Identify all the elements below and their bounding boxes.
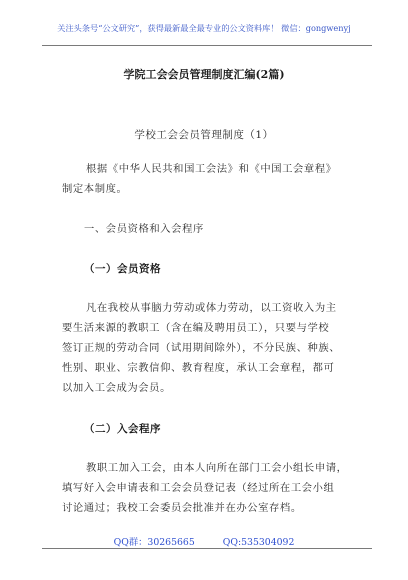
- qualification-line: 凡在我校从事脑力劳动或体力劳动，以工资收入为主: [86, 302, 337, 314]
- intro-line: 根据《中华人民共和国工会法》和《中国工会章程》: [86, 163, 337, 175]
- qualification-line: 性别、职业、宗教信仰、教育程度，承认工会章程，都可: [62, 362, 335, 374]
- heading-member-qualification: （一）会员资格: [84, 263, 161, 275]
- qualification-paragraph: [62, 298, 362, 398]
- heading-join-procedure: （二）入会程序: [84, 423, 161, 435]
- footer-qq: QQ:535304092: [222, 537, 295, 548]
- join-line: 填写好入会申请表和工会会员登记表（经过所在工会小组: [62, 482, 335, 494]
- intro-paragraph: [62, 159, 362, 199]
- join-procedure-paragraph: [62, 458, 362, 518]
- qualification-line: 签订正规的劳动合同（试用期间除外），不分民族、种族、: [62, 342, 341, 354]
- section-heading-text: 一、会员资格和入会程序: [84, 223, 204, 235]
- qualification-line: 要生活来源的教职工（含在编及聘用员工），只要与学校: [62, 322, 330, 334]
- header-divider: [42, 45, 372, 46]
- document-title: 学院工会会员管理制度汇编(2篇): [123, 68, 285, 81]
- section-heading-one: [84, 219, 364, 239]
- intro-line: 制定本制度。: [62, 183, 128, 195]
- header-notice: 关注头条号“公文研究”，获得最新最全最专业的公文资料库！ 微信：gongwenyj: [57, 23, 351, 33]
- document-subtitle: 学校工会会员管理制度（1）: [134, 129, 274, 141]
- footer-qq-group: QQ群：30265665: [113, 537, 195, 548]
- qualification-line: 以加入工会成为会员。: [62, 382, 171, 394]
- join-line: 讨论通过；我校工会委员会批准并在办公室存档。: [62, 502, 302, 514]
- join-line: 教职工加入工会，由本人向所在部门工会小组长申请，: [86, 462, 348, 474]
- footer-contact: [0, 534, 408, 548]
- footer-divider: [42, 548, 372, 549]
